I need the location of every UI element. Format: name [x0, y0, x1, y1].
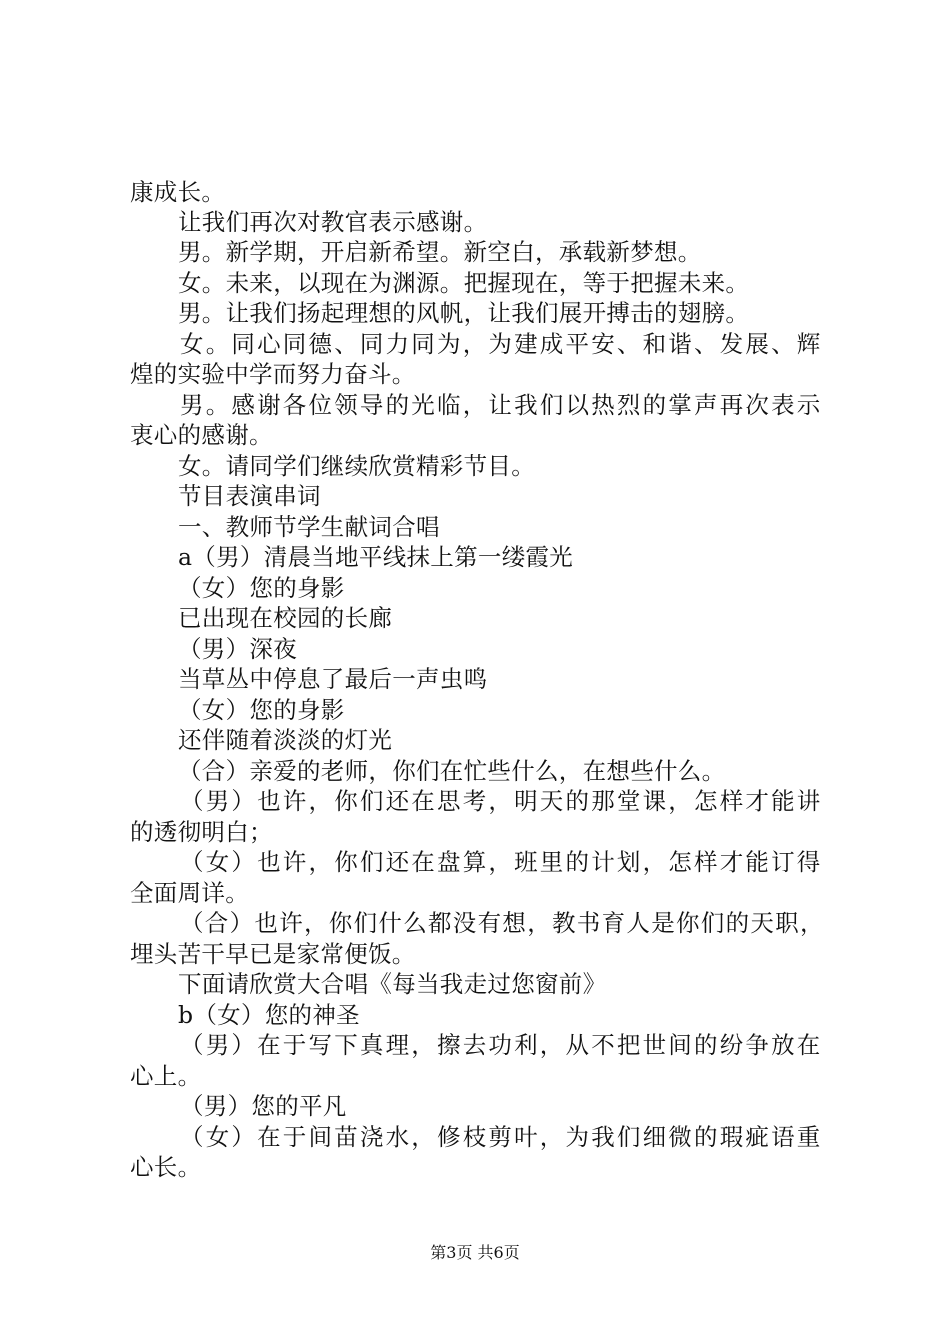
- text-line: 康成长。: [130, 178, 226, 206]
- text-line: 心上。: [130, 1062, 202, 1090]
- text-line: 女。未来，以现在为渊源。把握现在，等于把握未来。: [178, 269, 750, 297]
- text-line: 一、教师节学生献词合唱: [178, 513, 440, 541]
- text-line: 男。感谢各位领导的光临，让我们以热烈的掌声再次表示: [180, 391, 823, 419]
- text-line: 下面请欣赏大合唱《每当我走过您窗前》: [178, 970, 607, 998]
- text-line: （男）您的平凡: [180, 1092, 347, 1120]
- text-line: 女。同心同德、同力同为，为建成平安、和谐、发展、辉: [180, 330, 823, 358]
- text-line: b（女）您的神圣: [178, 1001, 360, 1029]
- text-line: （女）您的身影: [178, 574, 345, 602]
- text-line: 埋头苦干早已是家常便饭。: [130, 940, 416, 968]
- text-line: a（男）清晨当地平线抹上第一缕霞光: [178, 543, 574, 571]
- text-line: 衷心的感谢。: [130, 421, 273, 449]
- text-line: 女。请同学们继续欣赏精彩节目。: [178, 452, 535, 480]
- page-number-footer: 第3页 共6页: [430, 1243, 520, 1262]
- text-line: 心长。: [130, 1153, 202, 1181]
- text-line: 男。新学期，开启新希望。新空白，承载新梦想。: [178, 238, 702, 266]
- text-line: 当草丛中停息了最后一声虫鸣: [178, 665, 488, 693]
- text-line: 男。让我们扬起理想的风帆，让我们展开搏击的翅膀。: [178, 299, 750, 327]
- text-line: （合）也许，你们什么都没有想，教书育人是你们的天职，: [180, 909, 825, 937]
- text-line: 全面周详。: [130, 879, 249, 907]
- text-line: （女）在于间苗浇水，修枝剪叶，为我们细微的瑕疵语重: [180, 1123, 823, 1151]
- text-line: 已出现在校园的长廊: [178, 604, 393, 632]
- text-line: 让我们再次对教官表示感谢。: [178, 208, 488, 236]
- text-line: 的透彻明白；: [130, 818, 273, 846]
- text-line: 煌的实验中学而努力奋斗。: [130, 360, 416, 388]
- text-line: （女）您的身影: [178, 696, 345, 724]
- text-line: 节目表演串词: [178, 482, 321, 510]
- text-line: （合）亲爱的老师，你们在忙些什么，在想些什么。: [178, 757, 726, 785]
- text-line: （男）也许，你们还在思考，明天的那堂课，怎样才能讲: [180, 787, 823, 815]
- text-line: 还伴随着淡淡的灯光: [178, 726, 393, 754]
- text-line: （男）在于写下真理，擦去功利，从不把世间的纷争放在: [180, 1031, 823, 1059]
- text-line: （女）也许，你们还在盘算，班里的计划，怎样才能订得: [180, 848, 823, 876]
- text-line: （男）深夜: [178, 635, 297, 663]
